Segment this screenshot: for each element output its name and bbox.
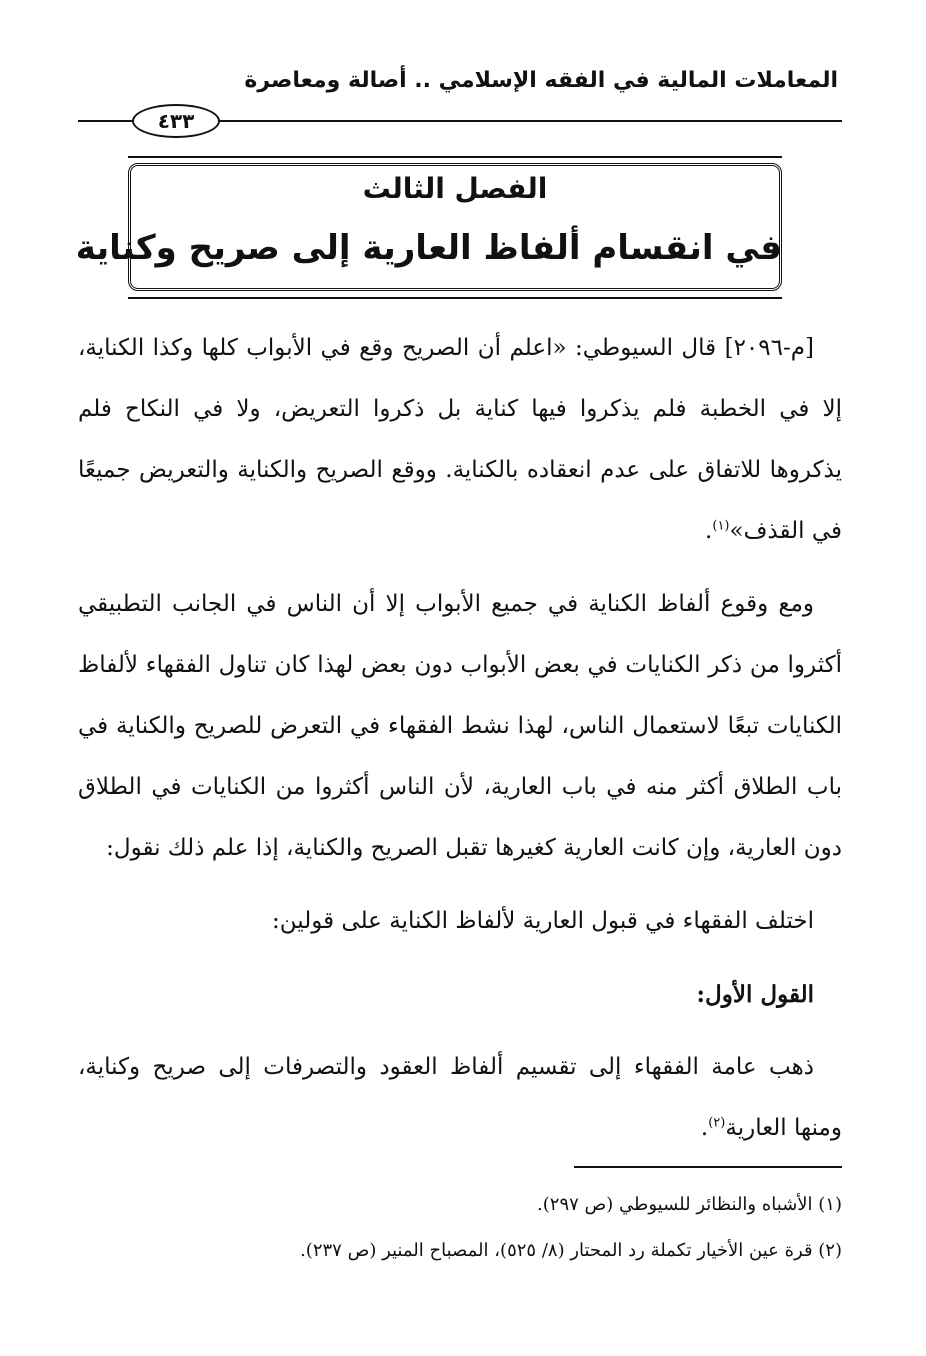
footnote-marker-1: (١) — [712, 518, 730, 534]
footnote-1: (١) الأشباه والنظائر للسيوطي (ص ٢٩٧). — [537, 1194, 842, 1215]
paragraph-5-text: ذهب عامة الفقهاء إلى تقسيم ألفاظ العقود والتصرفات إلى صريح وكناية، ومنها العارية — [78, 1054, 842, 1141]
paragraph-3: اختلف الفقهاء في قبول العارية لألفاظ الكناية على قولين: — [272, 908, 814, 934]
footnote-marker-2: (٢) — [708, 1115, 726, 1131]
paragraph-2: ومع وقوع ألفاظ الكناية في جميع الأبواب إلا أن الناس في الجانب التطبيقي أكثروا من ذكر الكنايات في بعض الأبواب دون بعض لهذا كان تناول الفقهاء لألفاظ الكنايات تبعًا لاستعمال الناس، لهذا نشط الفقهاء في التعرض للصريح والكناية في باب الطلاق أكثر منه في باب العارية، لأن الناس أكثروا من الكنايات في الطلاق دون العارية، وإن كانت العارية كغيرها تقبل الصريح والكناية، إذا علم ذلك نقول: — [78, 591, 842, 861]
chapter-label: الفصل الثالث — [362, 172, 548, 205]
chapter-rule-top — [128, 156, 782, 158]
paragraph-1-text: [م-٢٠٩٦] قال السيوطي: «اعلم أن الصريح وقع في الأبواب كلها وكذا الكناية، إلا في الخطبة فلم يذكروا فيها كناية بل ذكروا التعريض، ولا في النكاح فلم يذكروها للاتفاق على عدم انعقاده بالكناية. ووقع الصريح والكناية والتعريض جميعًا في القذف» — [78, 335, 842, 544]
first-opinion-heading: القول الأول: — [696, 981, 814, 1008]
paragraph-1-end: . — [705, 518, 713, 544]
body-text — [78, 318, 842, 1171]
chapter-rule-bottom — [128, 297, 782, 299]
paragraph-5-end: . — [700, 1115, 709, 1141]
running-title: المعاملات المالية في الفقه الإسلامي .. أصالة ومعاصرة — [244, 68, 838, 93]
footnote-2: (٢) قرة عين الأخيار تكملة رد المحتار (٨/ ٥٢٥)، المصباح المنير (ص ٢٣٧). — [300, 1240, 842, 1261]
footnote-rule — [574, 1166, 842, 1168]
page-number: ٤٣٣ — [132, 104, 220, 138]
paragraph-1 — [78, 318, 842, 562]
paragraph-5 — [78, 1037, 842, 1159]
footnotes — [78, 1182, 842, 1274]
chapter-title: في انقسام ألفاظ العارية إلى صريح وكناية — [75, 228, 782, 268]
